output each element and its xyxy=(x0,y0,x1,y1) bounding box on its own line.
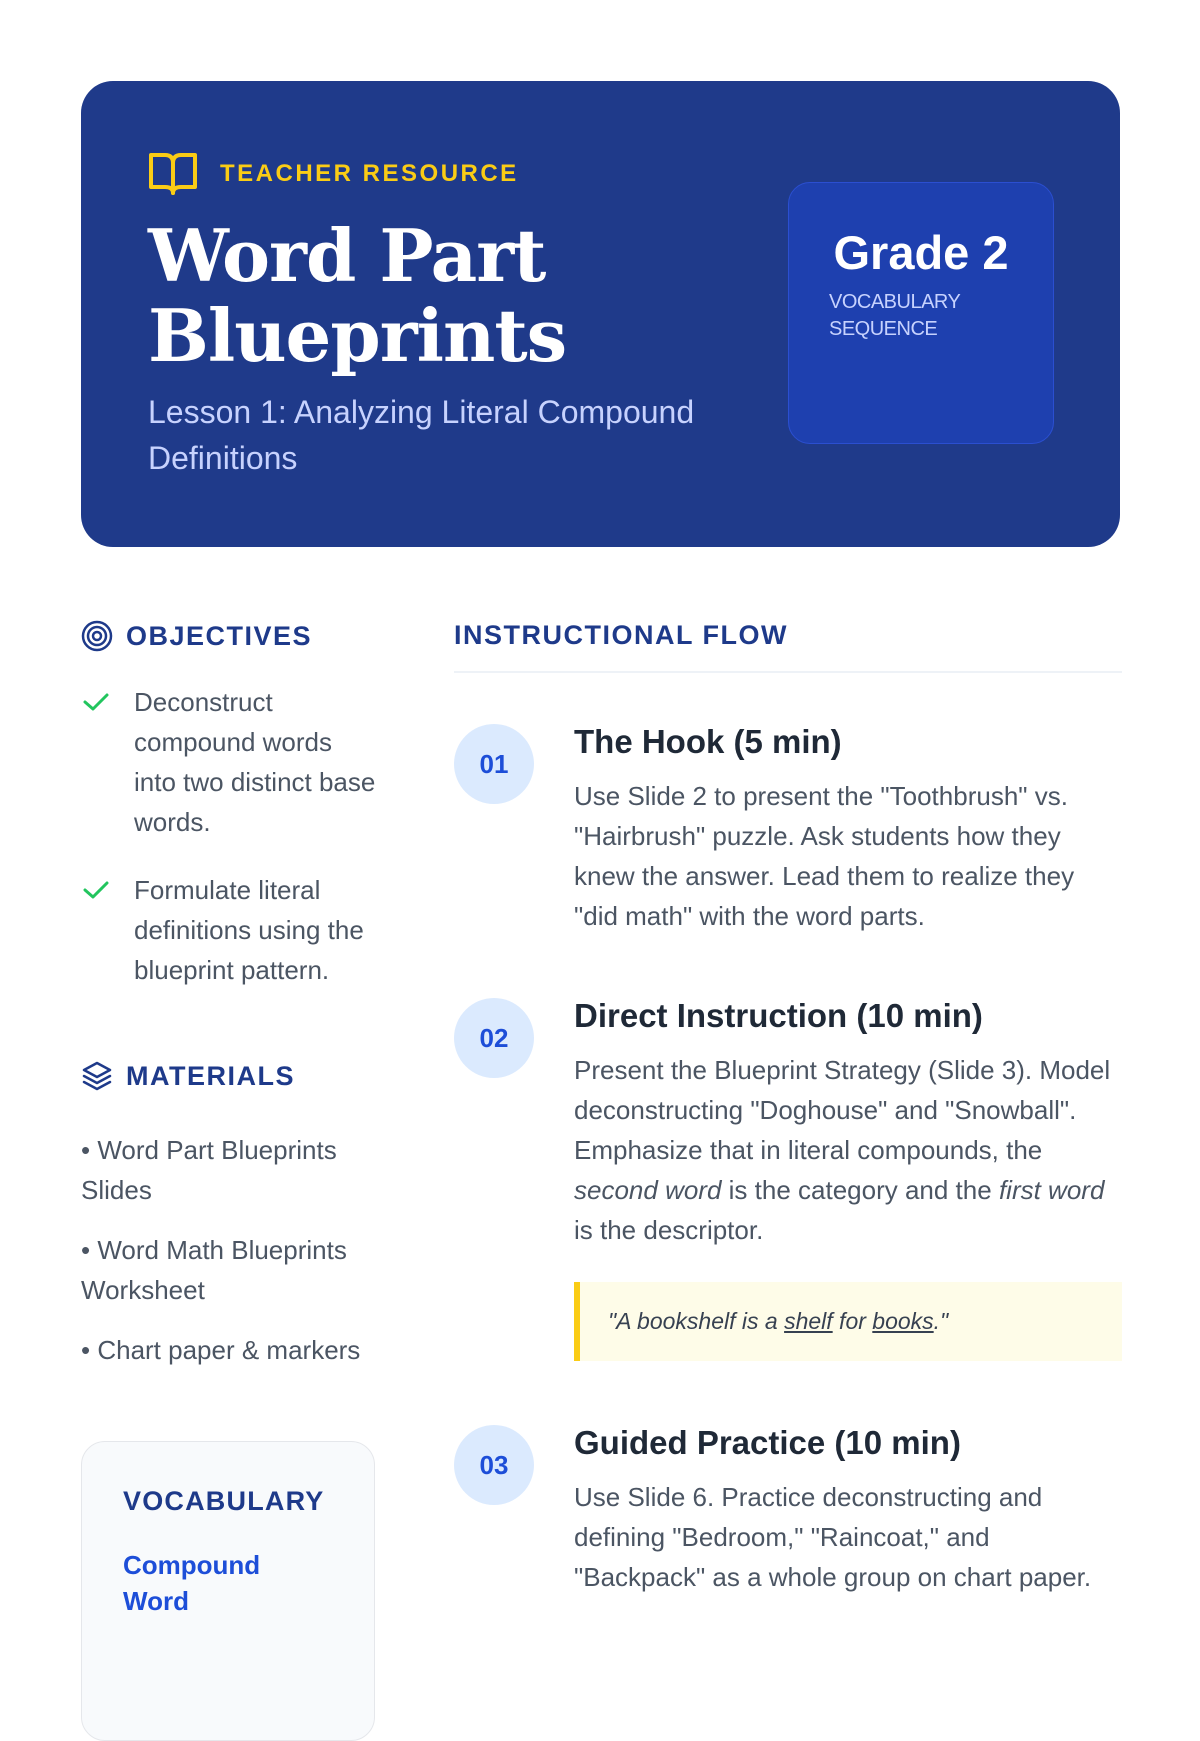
eyebrow-label: TEACHER RESOURCE xyxy=(220,160,519,187)
eyebrow xyxy=(148,151,519,197)
objectives-header xyxy=(81,620,381,652)
sidebar xyxy=(81,620,381,1616)
step-body xyxy=(574,718,1122,936)
step-text: Use Slide 6. Practice deconstructing and defining "Bedroom," "Raincoat," and "Backpack" as a whole group on chart paper. xyxy=(574,1482,1092,1592)
objective-text: Deconstruct compound words into two distinct base words. xyxy=(134,687,376,837)
objectives-list xyxy=(81,682,381,990)
objectives-heading: OBJECTIVES xyxy=(126,620,313,651)
list-item: • Chart paper & markers xyxy=(81,1335,361,1365)
grade-card xyxy=(788,182,1054,444)
lesson-subtitle: Lesson 1: Analyzing Literal Compound Definitions xyxy=(148,394,695,476)
vocabulary-heading: VOCABULARY xyxy=(123,1486,325,1516)
step-title: Direct Instruction (10 min) xyxy=(574,997,983,1034)
materials-heading: MATERIALS xyxy=(126,1060,295,1091)
quote-part: "A bookshelf is a xyxy=(608,1308,785,1334)
grade-label: VOCABULARY SEQUENCE xyxy=(829,291,960,340)
step-text-part: is the category and the xyxy=(721,1175,999,1205)
step-body xyxy=(574,992,1122,1361)
page-title: Word Part Blueprints xyxy=(148,213,567,378)
emphasis-text: first word xyxy=(998,1175,1105,1205)
step-number-badge: 01 xyxy=(454,724,534,804)
layers-icon xyxy=(81,1060,113,1092)
step-body xyxy=(574,1419,1122,1597)
step-text-part: is the descriptor. xyxy=(574,1215,764,1245)
vocabulary-card xyxy=(81,1441,375,1741)
step-number-badge: 03 xyxy=(454,1425,534,1505)
step-title: Guided Practice (10 min) xyxy=(574,1424,961,1461)
objective-text: Formulate literal definitions using the blueprint pattern. xyxy=(134,875,364,985)
check-icon xyxy=(81,874,111,904)
vocabulary-term: Compound Word xyxy=(123,1550,261,1616)
list-item: • Word Part Blueprints Slides xyxy=(81,1135,337,1205)
flow-heading: INSTRUCTIONAL FLOW xyxy=(454,620,1122,673)
step-number-badge: 02 xyxy=(454,998,534,1078)
check-icon xyxy=(81,686,111,716)
instructional-flow xyxy=(454,620,1122,1592)
list-item xyxy=(81,682,381,842)
quote-part: for xyxy=(832,1308,873,1334)
step-text xyxy=(574,1050,1122,1250)
materials-header xyxy=(81,1060,295,1092)
materials-list xyxy=(81,1130,381,1390)
target-icon xyxy=(81,620,113,652)
quote-underline: books xyxy=(872,1308,934,1334)
quote-part: ." xyxy=(933,1308,949,1334)
list-item: • Word Math Blueprints Worksheet xyxy=(81,1235,347,1305)
emphasis-text: second word xyxy=(574,1175,722,1205)
hero-banner xyxy=(81,81,1120,547)
step-title: The Hook (5 min) xyxy=(574,723,842,760)
step-text: Use Slide 2 to present the "Toothbrush" vs. "Hairbrush" puzzle. Ask students how they knew the answer. Lead them to realize they "did math" with the word parts. xyxy=(574,781,1075,931)
grade-title: Grade 2 xyxy=(833,226,1009,279)
book-icon xyxy=(148,151,198,197)
quote-underline: shelf xyxy=(784,1308,833,1334)
example-quote xyxy=(574,1282,1122,1361)
list-item xyxy=(81,870,381,990)
step-text-part: Present the Blueprint Strategy (Slide 3). Model deconstructing "Doghouse" and "Snowball". Emphasize that in literal compounds, the xyxy=(574,1055,1111,1165)
